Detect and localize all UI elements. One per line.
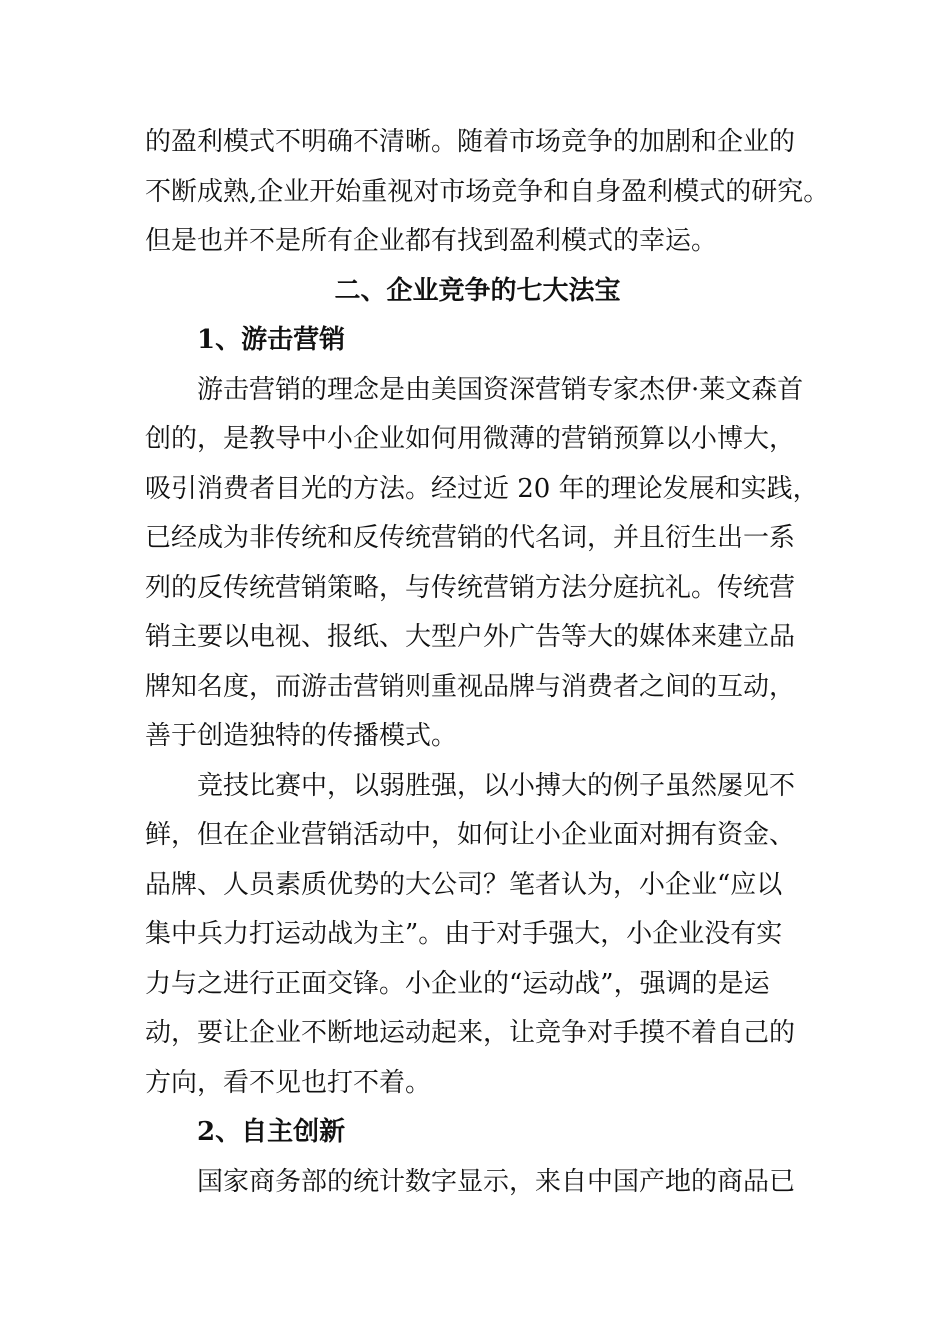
- document-body: [145, 118, 830, 1207]
- text-line: 鲜，但在企业营销活动中，如何让小企业面对拥有资金、: [145, 820, 796, 850]
- section-heading-text: 二、企业竞争的七大法宝: [334, 275, 621, 306]
- paragraph: [145, 118, 830, 267]
- text-line: 善于创造独特的传播模式。: [145, 721, 458, 751]
- text-line: 游击营销的理念是由美国资深营销专家杰伊·莱文森首: [197, 374, 804, 405]
- text-line: 集中兵力打运动战为主”。由于对手强大，小企业没有实: [145, 919, 783, 949]
- subheading-text: 2、自主创新: [197, 1117, 346, 1147]
- text-line: 吸引消费者目光的方法。经过近 20 年的理论发展和实践，: [145, 473, 819, 504]
- text-line: 不断成熟,企业开始重视对市场竞争和自身盈利模式的研究。: [145, 176, 830, 207]
- subheading-guerrilla-marketing: [145, 316, 810, 366]
- text-line: 列的反传统营销策略，与传统营销方法分庭抗礼。传统营: [145, 572, 796, 603]
- text-line: 牌知名度，而游击营销则重视品牌与消费者之间的互动，: [145, 671, 796, 702]
- text-line: 的盈利模式不明确不清晰。随着市场竞争的加剧和企业的: [145, 127, 796, 157]
- text-line: 国家商务部的统计数字显示，来自中国产地的商品已: [197, 1166, 796, 1197]
- text-line: 已经成为非传统和反传统营销的代名词，并且衍生出一系: [145, 523, 796, 553]
- text-line: 竞技比赛中，以弱胜强，以小搏大的例子虽然屡见不: [197, 770, 796, 801]
- text-line: 动，要让企业不断地运动起来，让竞争对手摸不着自己的: [145, 1018, 796, 1048]
- paragraph: [145, 762, 810, 1109]
- paragraph: [145, 366, 819, 762]
- text-line: 销主要以电视、报纸、大型户外广告等大的媒体来建立品: [145, 622, 796, 652]
- section-heading: [145, 267, 810, 317]
- subheading-independent-innovation: [145, 1108, 810, 1158]
- text-line: 方向，看不见也打不着。: [145, 1067, 432, 1098]
- text-line: 品牌、人员素质优势的大公司？笔者认为，小企业“应以: [145, 869, 783, 900]
- text-line: 但是也并不是所有企业都有找到盈利模式的幸运。: [145, 226, 718, 256]
- paragraph: [145, 1158, 810, 1208]
- text-line: 创的，是教导中小企业如何用微薄的营销预算以小博大，: [145, 424, 796, 454]
- subheading-text: 1、游击营销: [197, 325, 346, 355]
- text-line: 力与之进行正面交锋。小企业的“运动战”，强调的是运: [145, 968, 770, 999]
